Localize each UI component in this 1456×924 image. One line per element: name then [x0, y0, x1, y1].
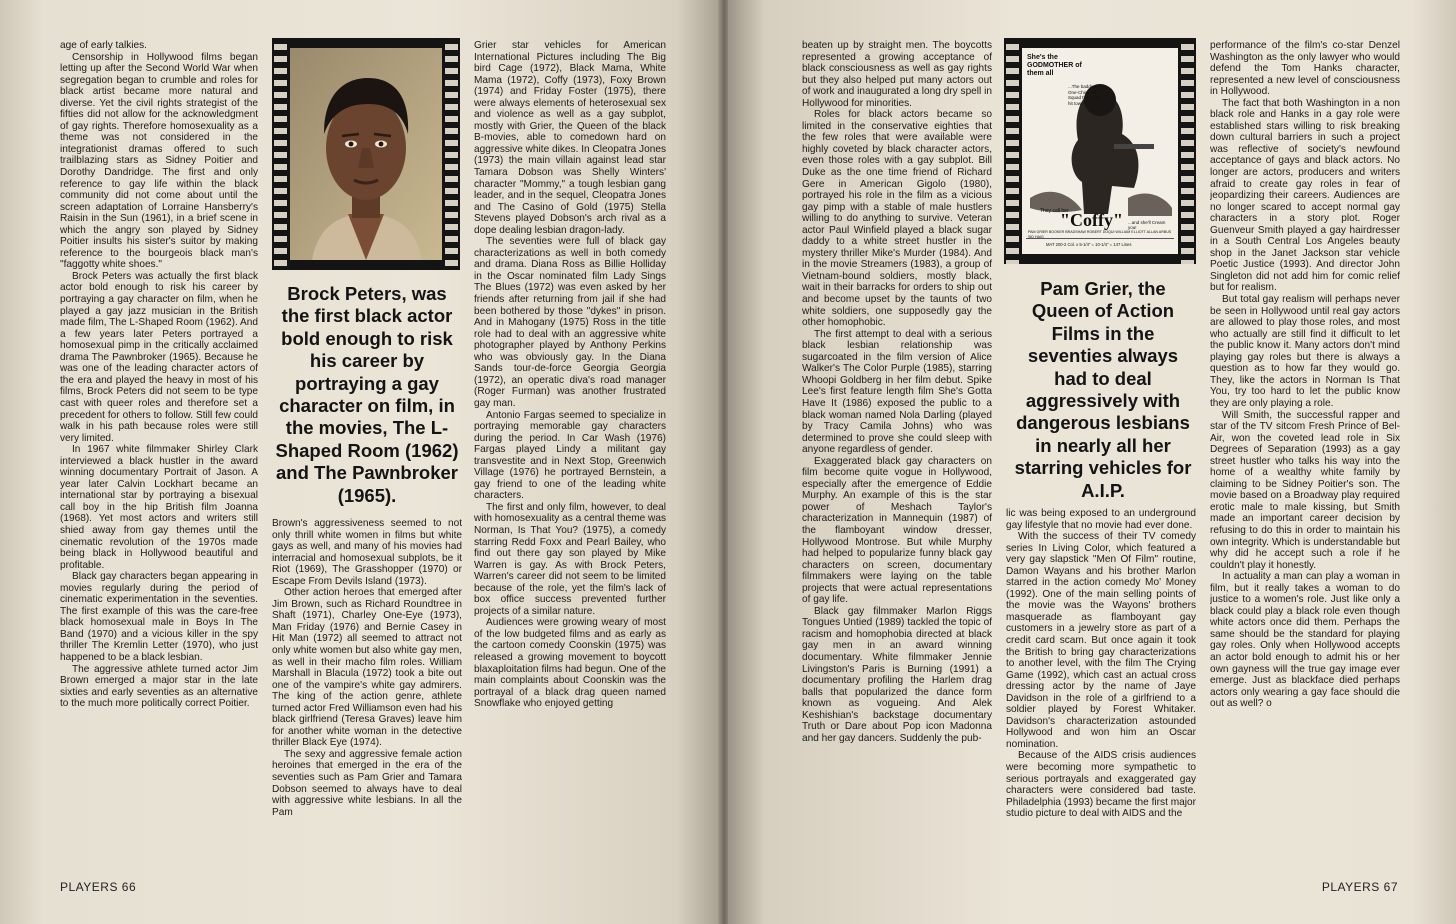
paragraph: performance of the film's co-star Denzel Washington as the only lawyer who would defend the Tom Hanks character, represented a new level of consciousness in Hollywood. — [1210, 40, 1400, 98]
paragraph: The seventies were full of black gay characterizations as well in both comedy and drama. Diana Ross as Billie Holliday in the Oscar nominated film Lady Sings The Blues (1972) was even asked by her friends after returning from jail if she had been bothered by those "dykes" in prison. And in Mahogany (1975) Ross in the title role had to deal with an aggressive white photographer played by Anthony Perkins who was obviously gay. In the Diana Sands tour-de-force Georgia Georgia (1972), an operatic diva's road manager (Roger Furman) was another frustrated gay man. — [474, 236, 666, 409]
coffy-poster — [1022, 48, 1178, 254]
paragraph: The aggressive athlete turned actor Jim Brown emerged a major star in the late sixties and early seventies as an alternative to the much more politically correct Poitier. — [60, 663, 258, 710]
paragraph: Censorship in Hollywood films began letting up after the Second World War when segregation began to crumble and roles for black artist became more natural and diverse. Yet the civil rights strategist of the fifties did not allow for the acknowledgment of gay rights. Therefore homosexuality as a theme was not considered in the integrationist dramas offered to such trailblazing stars as Sidney Poitier and Dorothy Dandridge. The first and only reference to gay life within the black community did not come about until the screen adaptation of Lorraine Hansberry's Raisin in the Sun (1961), in a brief scene in which the angry son played by Sidney Poitier insults his sister's suitor by making reference to the bourgeois black man's "faggotty white shoes." — [60, 51, 258, 271]
paragraph: Antonio Fargas seemed to specialize in portraying memorable gay characters during the period. In Car Wash (1976) Fargas played Lindy a militant gay transvestite and in Next Stop, Greenwich Village (1976) he portrayed Bernstein, a gay friend to one of the leading white characters. — [474, 409, 666, 502]
right-page — [728, 0, 1456, 924]
left-page — [0, 0, 720, 924]
poster-they-call-her: They call her — [1040, 208, 1069, 214]
paragraph: beaten up by straight men. The boycotts represented a growing acceptance of black consciousness as well as gay rights but they also helped put many actors out of work and inaugurated a long dry spell in Hollywood for minorities. — [802, 40, 992, 109]
paragraph: The sexy and aggressive female action heroines that emerged in the era of the seventies such as Pam Grier and Tamara Dobson seemed to always have to deal with aggressive white lesbians. In all the Pam — [272, 748, 462, 818]
paragraph: Black gay characters began appearing in movies regularly during the period of cinematic experimentation in the seventies. The first example of this was the care-free black homosexual male in Boys In The Band (1970) and a vicious killer in the spy thriller The Kremlin Letter (1970), who just happened to be a black lesbian. — [60, 571, 258, 663]
paragraph: But total gay realism will perhaps never be seen in Hollywood until real gay actors are allowed to play those roles, and most who actually are still find it difficult to let the public know it. Many actors don't mind playing gay roles but there is always a question as to how far they would go. They, like the actors in Norman Is That You, try too hard to let the public know they are only playing a role. — [1210, 294, 1400, 409]
paragraph: Grier star vehicles for American International Pictures including The Big bird Cage (1972), Black Mama, White Mama (1972), Coffy (1973), Foxy Brown (1974) and Friday Foster (1975), there were always elements of heterosexual sex and violence as well as a gay subplot, mostly with Grier, the Queen of the black B-movies, able to comedown hard on aggressive white dikes. In Cleopatra Jones (1973) the main villain against lead star Tamara Dobson was Shelly Winters' character "Mommy," a tough lesbian gang leader, and in the sequel, Cleopatra Jones and The Casino of Gold (1975) Stella Stevens played Dobson's arch rival as a dope dealing lesbian dragon-lady. — [474, 40, 666, 236]
article-column-5 — [1006, 508, 1196, 866]
paragraph: Brown's aggressiveness seemed to not only thrill white women in films but white gays as well, and many of his movies had interracial and homosexual subplots, be it Riot (1969), The Grasshopper (1970) or Escape From Devils Island (1973). — [272, 518, 462, 587]
paragraph: Black gay filmmaker Marlon Riggs Tongues Untied (1989) tackled the topic of racism and homophobia directed at black gay men in an award winning documentary. White filmmaker Jennie Livingston's Paris is Burning (1991) a documentary profiling the Harlem drag balls that popularized the dance form known as vogueing. And Alek Keshishian's backstage documentary Truth or Dare about Pop icon Madonna and her gay dancers. Suddenly the pub- — [802, 605, 992, 744]
paragraph: age of early talkies. — [60, 40, 147, 51]
paragraph: Brock Peters was actually the first black actor bold enough to risk his career by portraying a gay character on film, when he played a gay jazz musician in the British made film, The L-Shaped Room (1962). And a few years later Peters portrayed a homosexual pimp in the critically acclaimed drama The Pawnbroker (1965). Because he was one of the leading character actors of the era and played the heavy in most of his films, Brock Peters did not seem to be type cast with queer roles and therefore set a precedent for others to follow. Still few could walk in his path because roles were still very limited. — [60, 270, 258, 444]
brock-peters-portrait — [290, 48, 442, 260]
paragraph: The first and only film, however, to deal with homosexuality as a central theme was Norman, Is That You? (1975), a comedy starring Redd Foxx and Pearl Bailey, who find out there gay son played by Mike Warren is gay. As with Brock Peters, Warren's career did not seem to be limited because of the role, yet the film's lack of box office success prevented further projects of a similar nature. — [474, 501, 666, 617]
article-column-6 — [1210, 40, 1400, 866]
paragraph: The first attempt to deal with a serious black lesbian relationship was sugarcoated in the film version of Alice Walker's The Color Purple (1985), starring Whoopi Goldberg in her film debut. Spike Lee's first feature length film She's Gotta Have It (1986) exposed the public to a black woman named Nola Darling (played by Tracy Camila Johns) who was determined to prove she could sleep with anyone regardless of gender. — [802, 328, 992, 456]
article-column-2 — [272, 518, 462, 866]
film-sprocket-left — [274, 38, 287, 270]
brock-peters-photo-frame — [272, 38, 460, 270]
page-number-left: PLAYERS 66 — [60, 880, 137, 894]
paragraph: Other action heroes that emerged after Jim Brown, such as Richard Roundtree in Shaft (1971), Charley One-Eye (1973), Man Friday (1976) and Bernie Casey in Hit Man (1972) all seemed to attract not only white women but also white gay men, as well in their macho film roles. William Marshall in Blacula (1972) took a bite out one of the vampire's white gay admirers. The king of the action genre, athlete turned actor Fred Williamson even had his black girlfriend (Teresa Graves) leave him for another white woman in the detective thriller Black Eye (1974). — [272, 587, 462, 749]
paragraph: lic was being exposed to an underground gay lifestyle that no movie had ever done. — [1006, 508, 1196, 531]
article-column-4 — [802, 40, 992, 866]
poster-title: "Coffy" — [1060, 210, 1123, 230]
paragraph: In actuality a man can play a woman in film, but it really takes a woman to do justice to a women's role. Just like only a black could play a black role even though white actors once did them. Perhaps the same should be the standard for playing gay roles. Only when Hollywood accepts an actor bold enough to admit his or her own gayness will the true gay image ever emerge. Just as blackface died perhaps actors only wearing a gay face should die out as well? o — [1210, 571, 1400, 710]
poster-tagline-top: She's the GODMOTHER of them all — [1027, 54, 1082, 77]
coffy-poster-frame — [1004, 38, 1196, 264]
poster-tagline-middle: ...The baddest One-Chick Hit-Squad that ever hit town! — [1068, 84, 1100, 106]
film-sprocket-right — [1181, 38, 1194, 264]
paragraph: With the success of their TV comedy series In Living Color, which featured a very gay slapstick "Men Of Film" routine, Damon Wayans and his brother Marlon starred in the action comedy Mo' Money (1992). One of the main selling points of the movie was the Wayons' brothers masquerade as flamboyant gay customers in a jewelry store as part of a credit card scam. But once again it took the British to bring gay characterizations to another level, with the film The Crying Game (1992), which cast an actual cross dressing actor by the name of Jaye Davidson in the role of a girlfriend to a soldier played by Forest Whitaker. Davidson's characterization astounded Hollywood and won him an Oscar nomination. — [1006, 531, 1196, 750]
paragraph: Because of the AIDS crisis audiences were becoming more sympathetic to serious portrayals and exaggerated gay characters were considered bad taste. Philadelphia (1993) became the first major studio picture to deal with AIDS and the — [1006, 750, 1196, 820]
paragraph: The fact that both Washington in a non black role and Hanks in a gay role were established stars willing to risk breaking down cultural barriers in such a project was reflective of society's newfound acceptance of gays and black actors. No longer are actors, producers and writers afraid to create gay roles in fear of jeopardizing their careers. Audiences are no longer scared to accept normal gay characters in a story plot. Roger Guenveur Smith played a gay hairdresser in a South Central Los Angeles beauty shop in the Janet Jackson star vehicle Poetic Justice (1993). And director John Singleton did not add him for comic relief but for realism. — [1210, 97, 1400, 294]
photo-caption-brock-peters: Brock Peters, was the first black actor bold enough to risk his career by portraying a gay character on film, in the movies, The L-Shaped Room (1962) and The Pawnbroker (1965). — [275, 283, 459, 506]
poster-footer: MAT 200-2 Col. x 5-1/4" = 10-1/4" = 147 Lines — [1046, 242, 1132, 247]
poster-tagline-bottom: ...and she'll Cream you! — [1128, 220, 1166, 230]
article-column-1 — [60, 40, 258, 866]
paragraph: In 1967 white filmmaker Shirley Clark interviewed a black hustler in the award winning documentary Portrait of Jason. A year later Calvin Lockhart became an international star by portraying a bisexual call boy in the hip British film Joanna (1968). Yet most actors and writers still shied away from gay themes until the cinematic revolution of the 1970s made being black in Hollywood beautiful and profitable. — [60, 444, 258, 571]
paragraph: Roles for black actors became so limited in the conservative eighties that the few roles that were available were highly coveted by black character actors, even those roles with a gay subplot. Bill Duke as the one time friend of Richard Gere in American Gigolo (1980), portrayed his role in the film as a vicious gay pimp with a stable of male hustlers willing to do anything to survive. Veteran actor Paul Winfield played a black sugar daddy to a white street hustler in the mystery thriller Mike's Murder (1984). And in the movie Streamers (1983), a group of Vietnam-bound soldiers, mostly black, wait in their barracks for orders to ship out and become upset by the taunts of two white soldiers, one supposedly gay the other homophobic. — [802, 109, 992, 329]
poster-credits: PAM GRIER BOOKER BRADSHAW ROBERT DOQUI WILLIAM ELLIOTT ALLAN ARBUS SID HAIG — [1028, 230, 1172, 239]
paragraph: Audiences were growing weary of most of the low budgeted films and as early as the cartoon comedy Coonskin (1975) was released a growing movement to boycott blaxaploitation films had begun. One of the main complaints about Coonskin was the portrayal of a black drag queen named Snowflake who enjoyed getting — [474, 617, 666, 710]
article-column-3 — [474, 40, 666, 866]
photo-caption-pam-grier: Pam Grier, the Queen of Action Films in the seventies always had to deal aggressively with dangerous lesbians in nearly all her starring vehicles for A.I.P. — [1014, 278, 1192, 501]
film-sprocket-left — [1006, 38, 1019, 264]
film-sprocket-right — [445, 38, 458, 270]
paragraph: Will Smith, the successful rapper and star of the TV sitcom Fresh Prince of Bel-Air, won the coveted lead role in Six Degrees of Separation (1993) as a gay street hustler who talks his way into the home of a wealthy white family by claiming to be Sidney Poitier's son. The movie based on a Broadway play required erotic male to male kissing, but Smith made an important career decision by refusing to do this in order to maintain his own integrity. Which is understandable but why did he accept such a role if he couldn't play it honestly. — [1210, 409, 1400, 571]
page-number-right: PLAYERS 67 — [1321, 880, 1398, 894]
paragraph: Exaggerated black gay characters on film become quite vogue in Hollywood, especially after the emergence of Eddie Murphy. An example of this is the star power of Meshach Taylor's characterization in Mannequin (1987) of the flamboyant window dresser, Hollywood Montrose. But while Murphy had helped to popularize funny black gay characters on screen, documentary filmmakers were laying on the table projects that were actual representations of gay life. — [802, 455, 992, 606]
